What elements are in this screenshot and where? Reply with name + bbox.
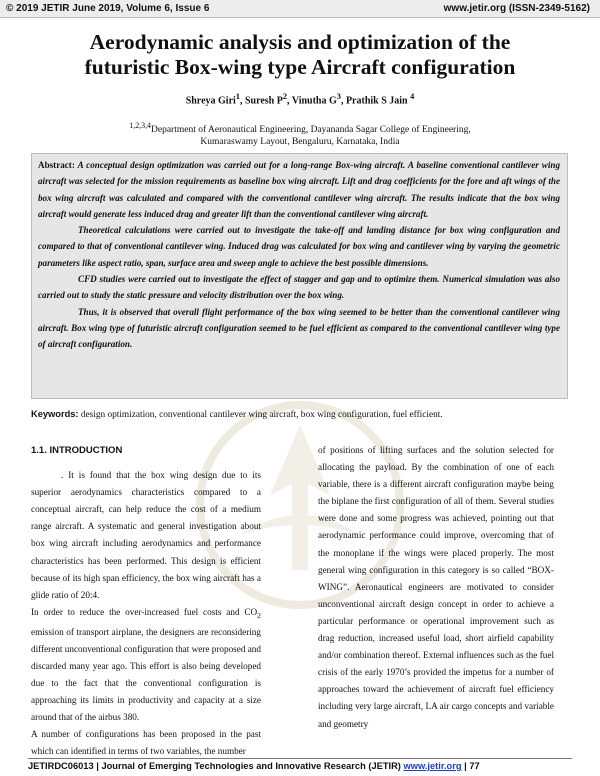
affiliation-sup: 1,2,3,4	[129, 121, 152, 130]
author-1-sup: 1	[235, 92, 240, 101]
header-left: © 2019 JETIR June 2019, Volume 6, Issue 6	[6, 3, 210, 14]
header-right: www.jetir.org (ISSN-2349-5162)	[443, 3, 590, 14]
author-2-sup: 2	[282, 92, 288, 101]
footer-url-link[interactable]: www.jetir.org	[403, 761, 462, 771]
author-3: Vinutha G	[291, 95, 337, 107]
author-4: Prathik S Jain	[345, 95, 408, 107]
author-list: Shreya Giri$^1$, Suresh $P^2$, Vinutha $G^3$, Prathik S Jain $^4$	[185, 92, 415, 107]
body-column-left	[31, 442, 261, 761]
intro-paragraph-continued: of positions of lifting surfaces and the solution selected for allocating the payload. By the combination of one of each variable, there is a different aircraft configuration maybe being the biplane the first configuration of all of them. Several studies were done and some progress was achieved, pointing out that aerodynamic performance could improve, overcoming that of the monoplane if the wings were placed properly. The most general wing configuration in this category is so called “BOX-WING”. Aeronautical engineers are motivated to consider unconventional aircraft design concept in order to achieve a particular performance or operational improvement such as drag reduction, increased useful load, short airfield capability and/or combination thereof. External influences such as the fuel crisis of the early 1970’s provided the impetus for a number of approaches toward the achievement of aircraft fuel efficiency including very large aircraft, LA air cargo concepts and variable and geometry	[318, 445, 554, 729]
title-line-1: Aerodynamic analysis and optimization of the	[89, 30, 511, 54]
section-heading: 1.1. INTRODUCTION	[31, 445, 123, 456]
title-line-2: futuristic Box-wing type Aircraft configuration	[84, 55, 516, 79]
page-footer	[28, 758, 572, 771]
abstract-paragraph-4: Thus, it is observed that overall flight performance of the box wing seemed to be better than the conventional cantilever wing aircraft. Box wing type of futuristic aircraft configuration seemed to be fuel efficient as compared to the conventional cantilever wing type of aircraft configuration.	[38, 306, 560, 350]
abstract	[38, 157, 560, 353]
abstract-paragraph-3: CFD studies were carried out to investigate the effect of stagger and gap and to optimize them. Numerical simulation was also carried out to study the static pressure and velocity distribution over the box wing.	[38, 274, 560, 301]
keywords	[31, 409, 443, 420]
author-3-sup: 3	[336, 92, 341, 101]
affiliation-line-1: Department of Aeronautical Engineering, Dayananda Sagar College of Engineering,	[151, 125, 471, 136]
affiliation	[0, 120, 600, 148]
keywords-label: Keywords:	[31, 409, 79, 419]
author-4-sup: 4	[410, 92, 415, 101]
abstract-label: Abstract:	[38, 160, 75, 170]
co2-subscript: 2	[257, 610, 261, 620]
keywords-text: design optimization, conventional cantilever wing aircraft, box wing configuration, fuel efficient.	[80, 410, 443, 420]
footer-id: JETIRDC06013	[28, 761, 94, 771]
footer-journal: Journal of Emerging Technologies and Innovative Research (JETIR)	[101, 761, 401, 771]
footer-separator-1: |	[96, 761, 99, 771]
intro-paragraph-2: In order to reduce the over-increased fuel costs and $CO_2$ emission of transport airplane, the designers are reconsidering different unconventional configuration that were proposed and discarded many year ago. This effort is also being developed due to the fact that the conventional configuration is approaching its limits in productivity and capacity at a size around that of the airbus 380.	[31, 606, 261, 723]
footer-separator-2: |	[464, 761, 467, 771]
page-number: 77	[469, 761, 480, 771]
author-1: Shreya Giri	[185, 95, 236, 107]
affiliation-line-2: Kumaraswamy Layout, Bengaluru, Karnataka, India	[200, 137, 400, 148]
intro-paragraph-3: A number of configurations has been proposed in the past which can identified in terms of two variables, the number	[31, 729, 261, 757]
abstract-paragraph-1: A conceptual design optimization was carried out for a long-range Box-wing aircraft. A baseline conventional cantilever wing aircraft was selected for the mission requirements as baseline box wing aircraft. Lift and drag coefficients for the fore and aft wings of the box wing aircraft was calculated and compared with the conventional cantilever wing aircraft. The results indicate that the box wing aircraft would generate less induced drag and greater lift than the conventional cantilever wing aircraft.	[38, 160, 560, 219]
body-column-right	[318, 442, 554, 733]
header-bar	[0, 0, 600, 18]
author-2: Suresh P	[244, 95, 283, 107]
abstract-paragraph-2: Theoretical calculations were carried out to investigate the take-off and landing distance for box wing configuration and compared to that of conventional cantilever wing. Induced drag was calculated for box wing and cantilever wing by varying the geometric parameters like aspect ratio, span, surface area and sweep angle to achieve the best possible dimensions.	[38, 225, 560, 268]
intro-paragraph-1: . It is found that the box wing design due to its superior aerodynamics characteristics compared to a conceptual aircraft, can help reduce the cost of a medium range aircraft. A systematic and general investigation about box wing aircraft including aerodynamics and performance characteristics has been performed. This design is efficient because of its high span efficiency, the box wing aircraft has a glide ratio of 20:4.	[31, 470, 261, 600]
paper-title	[0, 30, 600, 80]
